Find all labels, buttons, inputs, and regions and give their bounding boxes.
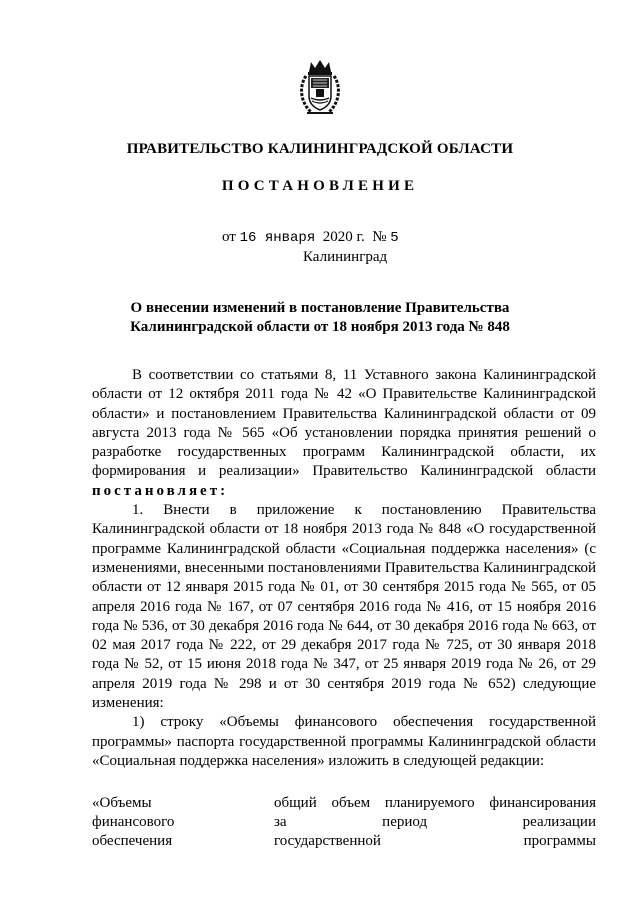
preamble-paragraph [92,366,596,501]
item-1-1-paragraph: 1) строку «Объемы финансового обеспечения государственной программы» паспорта государственной программы Калининградской области «Социальная поддержка населения» изложить в следующей редакции: [92,714,596,769]
decree-number: 5 [390,230,399,246]
left-line: финансового [92,814,175,830]
resolves-word: постановляет: [92,482,229,499]
city: Калининград [303,249,388,265]
date-number-line [222,229,399,246]
date-prefix: от [222,229,236,245]
preamble-text: В соответствии со статьями 8, 11 Уставного закона Калининградской области от 12 октября 2011 года № 42 «О Правительстве Калининградской области» и постановлением Правительства Калининградской области от 09 августа 2013 года № 565 «Об установлении порядка принятия решений о разработке государственных программ Калининградской области, их формирования и реализации» Правительство Калининградской области [92,367,596,480]
right-line: общий объем планируемого финансирования [274,795,596,811]
government-title: ПРАВИТЕЛЬСТВО КАЛИНИНГРАДСКОЙ ОБЛАСТИ [126,141,514,157]
item-1-paragraph: 1. Внести в приложение к постановлению Правительства Калининградской области от 18 ноября 2013 года № 848 «О государственной программе Калининградской области «Социальная поддержка населения» (с изменениями, внесенными постановлениями Правительства Калининградской области от 12 января 2015 года № 01, от 30 сентября 2015 года № 565, от 05 апреля 2016 года № 167, от 07 сентября 2016 года № 416, от 15 ноября 2016 года № 536, от 30 декабря 2016 года № 644, от 30 декабря 2016 года № 663, от 02 мая 2017 года № 222, от 29 декабря 2017 года № 725, от 30 января 2018 года № 52, от 15 июня 2018 года № 347, от 25 января 2019 года № 26, от 29 апреля 2019 года № 298 и от 30 сентября 2019 года № 652) следующие изменения: [92,502,596,712]
decree-date: 16 января [239,230,316,246]
number-prefix: № [372,229,387,245]
decree-year: 2020 г. [322,229,365,245]
table-left-cell [92,794,252,851]
left-line: обеспечения [92,833,173,849]
coat-of-arms-icon [297,58,343,118]
decree-body [92,366,596,771]
right-line: государственной программы [274,833,596,849]
left-line: «Объемы [92,795,152,811]
decree-subject: О внесении изменений в постановление Правительства Калининградской области от 18 ноября 2013 года № 848 [130,300,510,335]
document-type: ПОСТАНОВЛЕНИЕ [221,178,419,194]
right-line: за период реализации [274,814,596,830]
table-right-cell [274,794,596,851]
